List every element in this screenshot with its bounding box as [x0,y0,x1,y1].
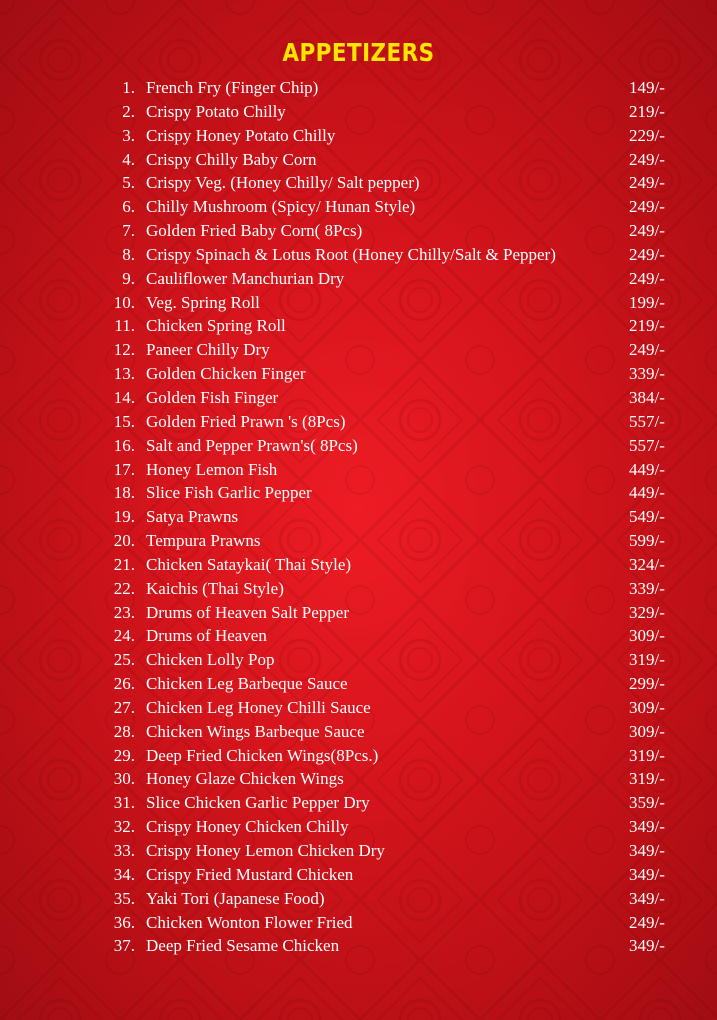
menu-item [0,624,717,648]
item-name: Crispy Spinach & Lotus Root (Honey Chilly/Salt & Pepper) [146,244,556,264]
menu-item [0,529,717,553]
section-title: APPETIZERS [282,38,435,67]
item-name: Crispy Chilly Baby Corn [146,149,317,169]
item-number: 7. [122,221,135,241]
item-price: 319/- [629,745,665,765]
item-price: 219/- [629,316,665,336]
item-number: 11. [114,316,135,336]
item-name: Slice Chicken Garlic Pepper Dry [146,793,370,813]
item-name: Yaki Tori (Japanese Food) [146,888,325,908]
item-price: 149/- [629,78,665,97]
menu-item [0,195,717,219]
item-price: 349/- [629,864,665,884]
item-price: 384/- [629,387,665,407]
item-price: 319/- [629,650,665,670]
item-price: 557/- [629,435,665,455]
item-number: 15. [113,411,135,431]
item-price: 219/- [629,101,665,121]
item-name: Honey Glaze Chicken Wings [146,769,344,789]
item-name: Chicken Wings Barbeque Sauce [146,721,365,741]
menu-item [0,505,717,529]
menu-item [0,76,717,100]
menu-item [0,100,717,124]
item-price: 324/- [629,554,665,574]
item-name: Golden Fried Baby Corn( 8Pcs) [146,221,363,241]
menu-item [0,434,717,458]
menu-item [0,577,717,601]
menu-item [0,744,717,768]
item-name: Kaichis (Thai Style) [146,578,284,598]
menu-item [0,171,717,195]
menu-item [0,314,717,338]
menu-item [0,338,717,362]
item-number: 14. [113,387,135,407]
menu-item [0,839,717,863]
item-price: 249/- [629,912,665,932]
item-name: Golden Fried Prawn 's (8Pcs) [146,411,346,431]
item-price: 449/- [629,483,665,503]
item-number: 1. [122,78,135,97]
item-price: 249/- [629,173,665,193]
item-number: 34. [113,864,135,884]
item-name: Chicken Leg Barbeque Sauce [146,674,348,694]
item-number: 27. [113,697,135,717]
item-price: 249/- [629,197,665,217]
item-price: 339/- [629,364,665,384]
item-price: 349/- [629,888,665,908]
item-number: 23. [113,602,135,622]
item-price: 309/- [629,721,665,741]
menu-item [0,267,717,291]
item-price: 359/- [629,793,665,813]
item-name: Chilly Mushroom (Spicy/ Hunan Style) [146,197,416,217]
item-name: Crispy Potato Chilly [146,101,286,121]
item-number: 32. [113,817,135,837]
item-price: 557/- [629,411,665,431]
item-name: Tempura Prawns [146,531,261,551]
item-price: 299/- [629,674,665,694]
item-name: Satya Prawns [146,507,239,527]
menu-item [0,887,717,911]
item-name: Chicken Leg Honey Chilli Sauce [146,697,371,717]
menu-item [0,672,717,696]
item-name: Veg. Spring Roll [146,292,260,312]
item-number: 29. [113,745,135,765]
item-price: 349/- [629,936,665,956]
item-name: French Fry (Finger Chip) [146,78,319,97]
item-number: 22. [113,578,135,598]
item-number: 5. [122,173,135,193]
item-price: 309/- [629,626,665,646]
item-number: 35. [113,888,135,908]
menu-item [0,219,717,243]
item-name: Chicken Sataykai( Thai Style) [146,554,352,574]
menu-item [0,863,717,887]
item-number: 19. [113,507,135,527]
item-name: Deep Fried Sesame Chicken [146,936,340,956]
menu-item [0,148,717,172]
menu-item [0,458,717,482]
item-name: Crispy Veg. (Honey Chilly/ Salt pepper) [146,173,420,193]
item-price: 249/- [629,268,665,288]
item-price: 349/- [629,817,665,837]
item-number: 26. [113,674,135,694]
menu-item [0,720,717,744]
item-number: 16. [113,435,135,455]
item-number: 9. [122,268,135,288]
item-name: Chicken Lolly Pop [146,650,275,670]
item-price: 339/- [629,578,665,598]
item-number: 8. [122,244,135,264]
item-number: 21. [113,554,135,574]
item-price: 229/- [629,125,665,145]
item-number: 10. [113,292,135,312]
item-number: 17. [113,459,135,479]
menu-items-list [0,76,717,958]
item-name: Chicken Wonton Flower Fried [146,912,353,932]
item-name: Chicken Spring Roll [146,316,286,336]
item-name: Cauliflower Manchurian Dry [146,268,345,288]
item-number: 31. [113,793,135,813]
menu-item [0,410,717,434]
item-number: 4. [122,149,135,169]
item-price: 249/- [629,149,665,169]
item-price: 549/- [629,507,665,527]
item-price: 329/- [629,602,665,622]
item-name: Crispy Honey Lemon Chicken Dry [146,841,385,860]
item-number: 2. [122,101,135,121]
item-number: 28. [113,721,135,741]
item-price: 199/- [629,292,665,312]
menu-item [0,934,717,958]
item-price: 319/- [629,769,665,789]
menu-item [0,291,717,315]
menu-item [0,362,717,386]
item-number: 18. [113,483,135,503]
item-number: 25. [113,650,135,670]
menu-item [0,767,717,791]
item-name: Slice Fish Garlic Pepper [146,483,312,503]
item-name: Crispy Honey Potato Chilly [146,125,336,145]
item-price: 249/- [629,340,665,360]
item-name: Drums of Heaven [146,626,267,646]
menu-item [0,553,717,577]
item-price: 309/- [629,697,665,717]
item-price: 599/- [629,531,665,551]
menu-item [0,696,717,720]
menu-item [0,243,717,267]
menu-item [0,648,717,672]
item-number: 3. [122,125,135,145]
item-name: Crispy Fried Mustard Chicken [146,864,354,884]
item-price: 249/- [629,221,665,241]
item-number: 36. [113,912,135,932]
menu-item [0,481,717,505]
item-price: 449/- [629,459,665,479]
item-number: 20. [113,531,135,551]
item-price: 349/- [629,841,665,860]
menu-item [0,601,717,625]
item-number: 30. [113,769,135,789]
item-number: 33. [113,841,135,860]
item-number: 24. [113,626,135,646]
item-number: 13. [113,364,135,384]
item-name: Deep Fried Chicken Wings(8Pcs.) [146,745,379,765]
item-name: Golden Fish Finger [146,387,279,407]
item-name: Crispy Honey Chicken Chilly [146,817,349,837]
menu-item [0,124,717,148]
item-number: 12. [113,340,135,360]
menu-item [0,386,717,410]
item-name: Salt and Pepper Prawn's( 8Pcs) [146,435,358,455]
item-number: 37. [113,936,135,956]
menu-item [0,815,717,839]
item-number: 6. [122,197,135,217]
item-name: Golden Chicken Finger [146,364,306,384]
item-price: 249/- [629,244,665,264]
menu-item [0,911,717,935]
item-name: Honey Lemon Fish [146,459,278,479]
item-name: Drums of Heaven Salt Pepper [146,602,350,622]
menu-item [0,791,717,815]
item-name: Paneer Chilly Dry [146,340,270,360]
